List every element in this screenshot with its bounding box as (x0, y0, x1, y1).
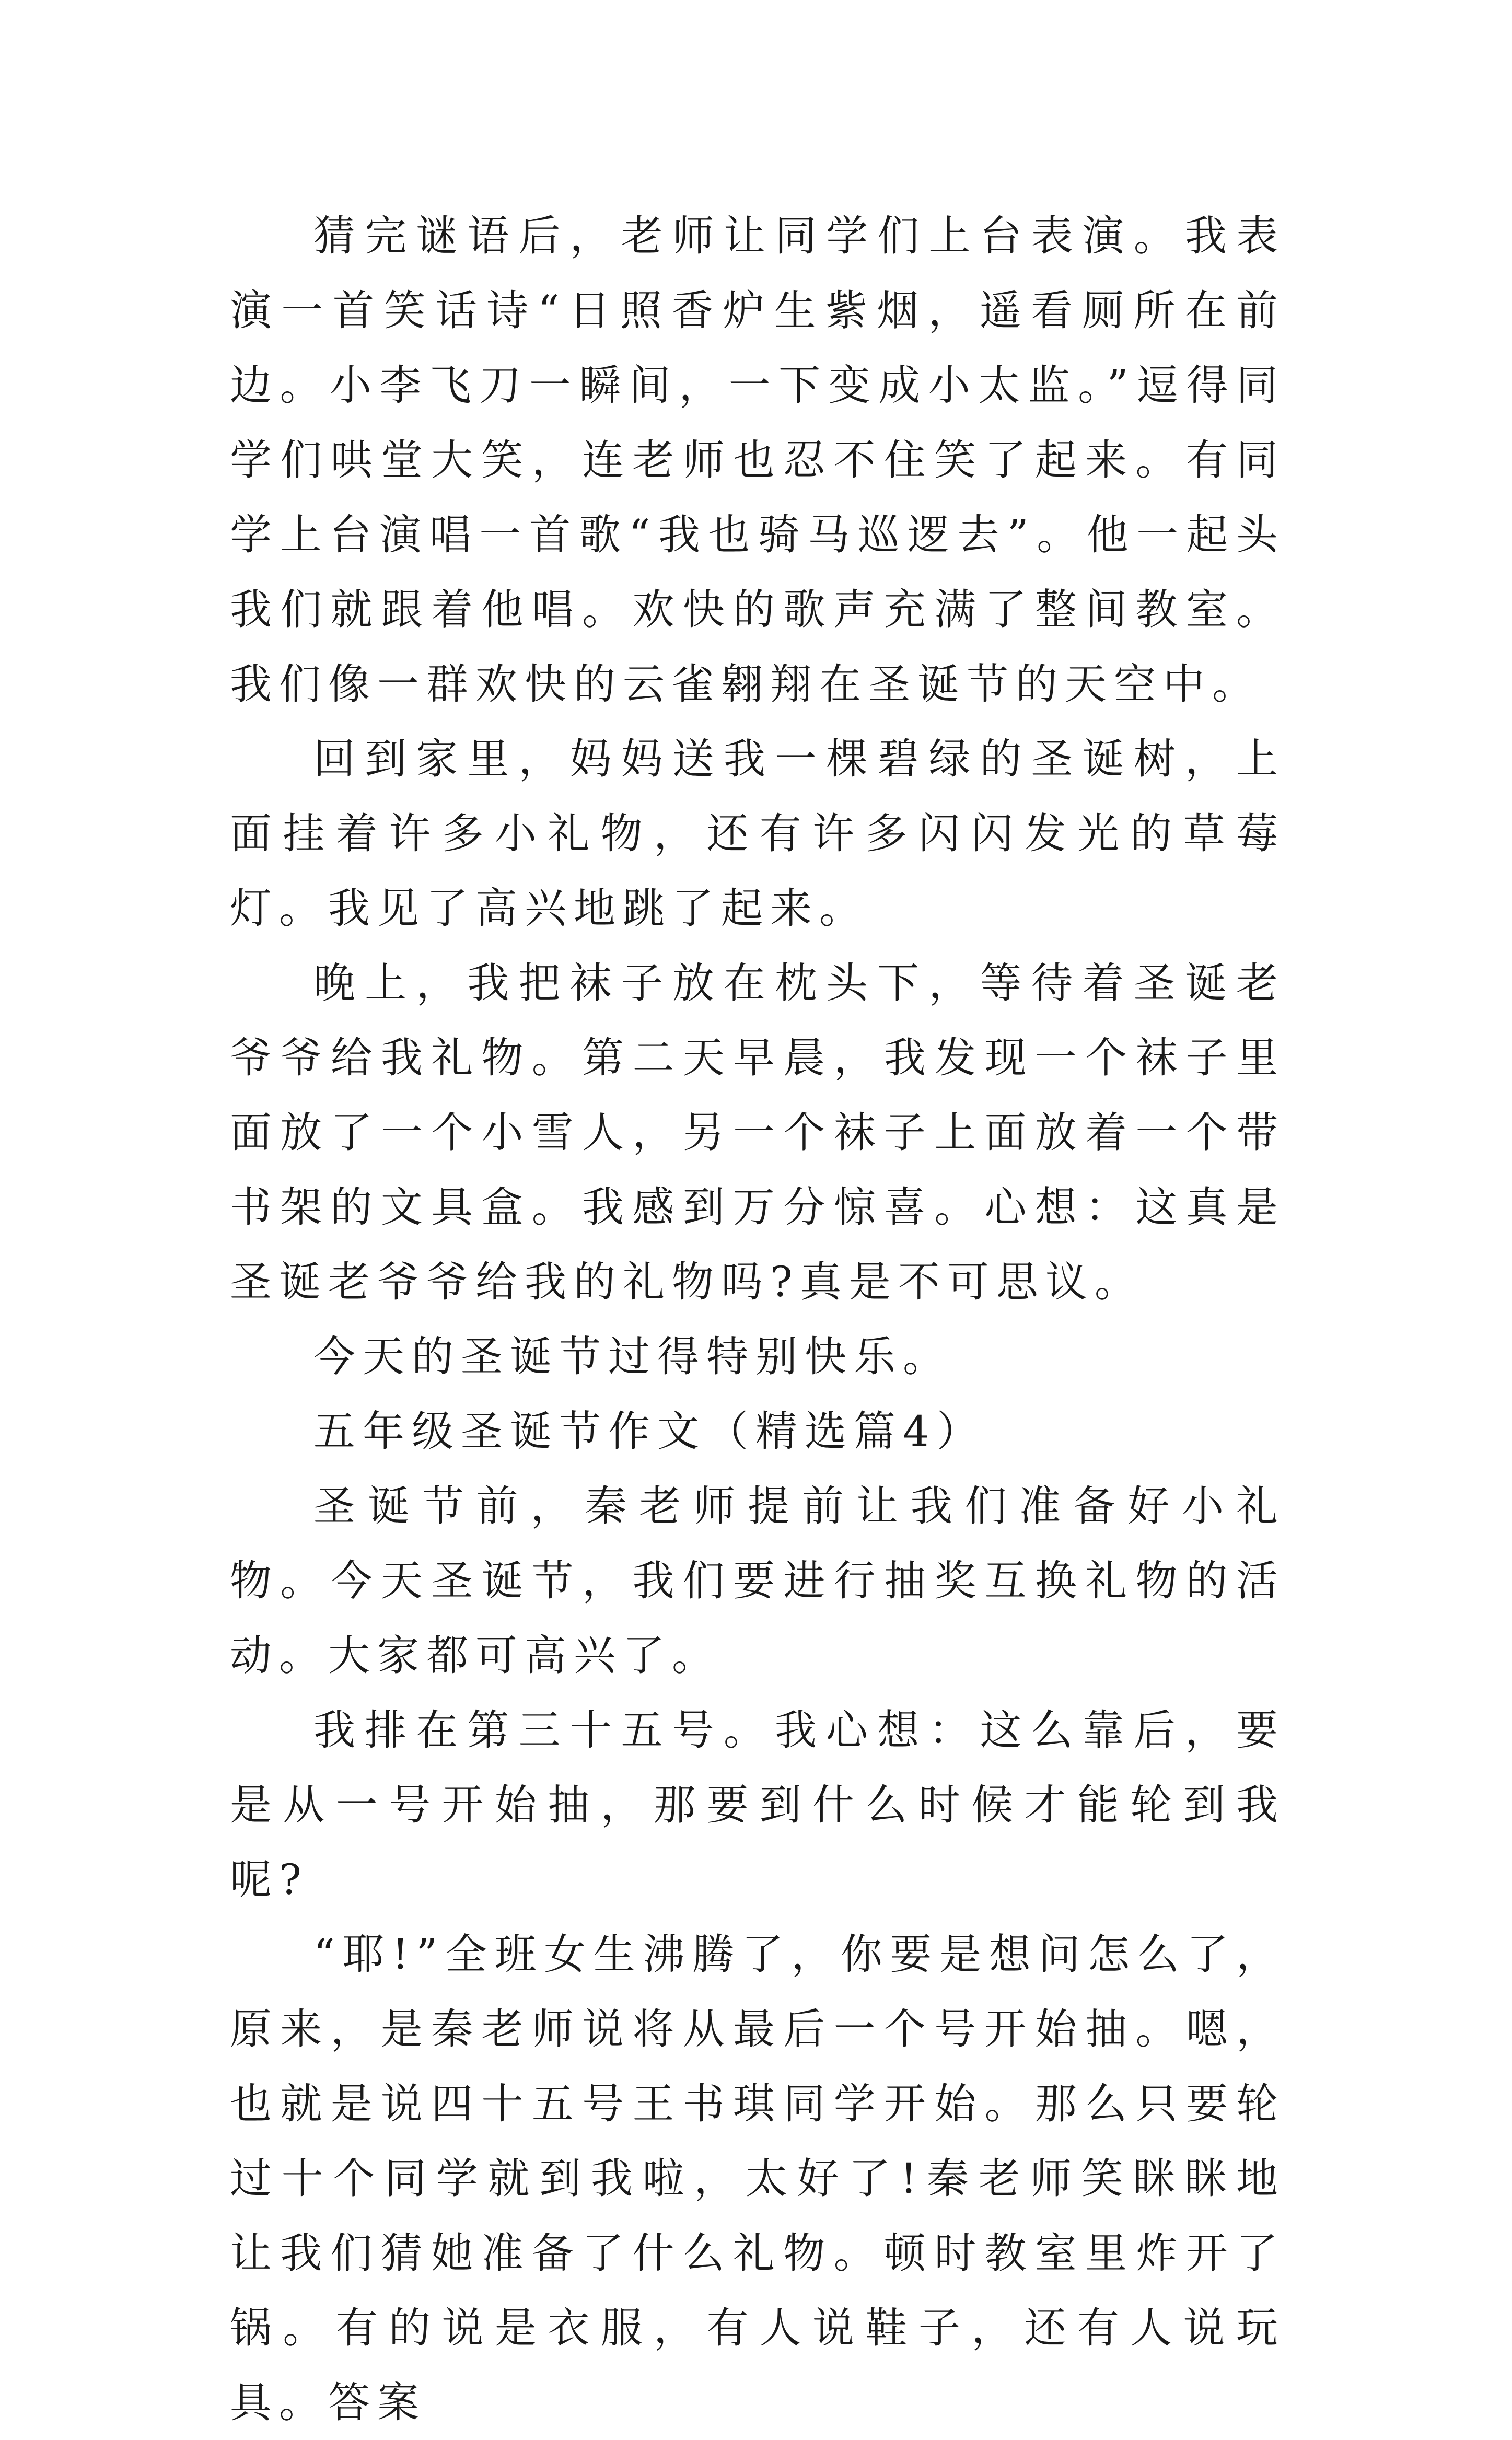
paragraph-gift-exchange-intro: 圣诞节前，秦老师提前让我们准备好小礼物。今天圣诞节，我们要进行抽奖互换礼物的活动。大家都可高兴了。 (230, 1482, 1285, 1680)
paragraph-christmas-tree: 回到家里，妈妈送我一棵碧绿的圣诞树，上面挂着许多小礼物，还有许多闪闪发光的草莓灯。我见了高兴地跳了起来。 (230, 735, 1285, 933)
paragraph-performance: 猜完谜语后，老师让同学们上台表演。我表演一首笑话诗“日照香炉生紫烟，遥看厕所在前边。小李飞刀一瞬间，一下变成小太监。”逗得同学们哄堂大笑，连老师也忍不住笑了起来。有同学上台演唱一首歌“我也骑马巡逻去”。他一起头我们就跟着他唱。欢快的歌声充满了整间教室。我们像一群欢快的云雀翱翔在圣诞节的天空中。 (230, 212, 1285, 708)
paragraph-stocking-gifts: 晚上，我把袜子放在枕头下，等待着圣诞老爷爷给我礼物。第二天早晨，我发现一个袜子里面放了一个小雪人，另一个袜子上面放着一个带书架的文具盒。我感到万分惊喜。心想：这真是圣诞老爷爷给我的礼物吗?真是不可思议。 (230, 959, 1285, 1306)
paragraph-draw-order: “耶!”全班女生沸腾了，你要是想问怎么了，原来，是秦老师说将从最后一个号开始抽。嗯，也就是说四十五号王书琪同学开始。那么只要轮过十个同学就到我啦，太好了!秦老师笑眯眯地让我们猜她准备了什么礼物。顿时教室里炸开了锅。有的说是衣服，有人说鞋子，还有人说玩具。答案 (230, 1930, 1285, 2427)
section-heading: 五年级圣诞节作文（精选篇4） (313, 1407, 986, 1456)
paragraph-queue-number: 我排在第三十五号。我心想：这么靠后，要是从一号开始抽，那要到什么时候才能轮到我呢? (230, 1706, 1285, 1904)
paragraph-conclusion: 今天的圣诞节过得特别快乐。 (313, 1332, 952, 1381)
document-body (230, 199, 1285, 2440)
